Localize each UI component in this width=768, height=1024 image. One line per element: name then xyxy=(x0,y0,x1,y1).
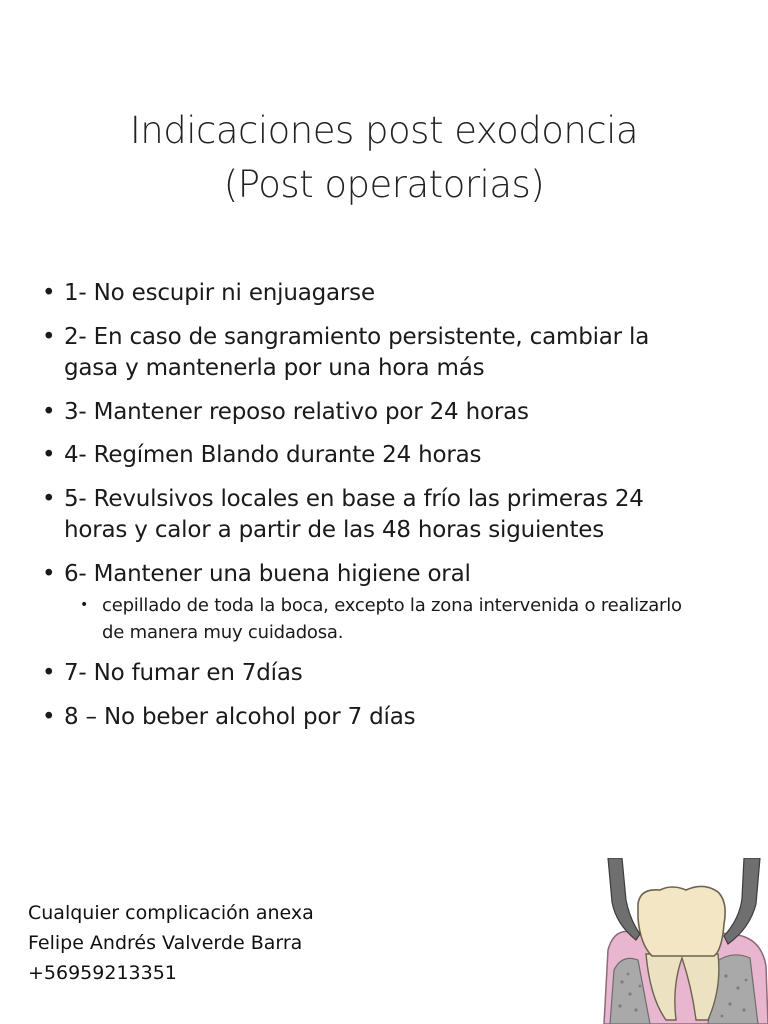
slide-title xyxy=(0,104,768,212)
bullet-icon: • xyxy=(42,442,56,468)
instructions-list xyxy=(42,278,702,745)
tooth-extraction-forceps-icon xyxy=(600,858,768,1024)
list-item xyxy=(42,278,702,310)
list-item xyxy=(42,397,702,429)
list-item xyxy=(42,658,702,690)
bullet-icon: • xyxy=(42,560,56,587)
footer-note: Cualquier complicación anexa xyxy=(28,902,314,924)
bullet-icon: • xyxy=(42,660,56,686)
footer-name: Felipe Andrés Valverde Barra xyxy=(28,932,303,954)
title-line-1: Indicaciones post exodoncia xyxy=(129,109,639,152)
list-item xyxy=(42,559,702,647)
list-item-text: 5- Revulsivos locales en base a frío las primeras 24 horas y calor a partir de las 48 horas siguientes xyxy=(64,485,644,543)
footer-phone: +56959213351 xyxy=(28,962,177,984)
bullet-icon: • xyxy=(42,398,56,425)
list-item-text: 2- En caso de sangramiento persistente, cambiar la gasa y mantenerla por una hora más xyxy=(64,323,650,381)
bullet-icon: • xyxy=(42,280,56,306)
sub-list-item xyxy=(80,592,702,646)
list-item xyxy=(42,322,702,385)
list-item-text: 8 – No beber alcohol por 7 días xyxy=(64,703,416,730)
list-item-text: 1- No escupir ni enjuagarse xyxy=(64,280,375,306)
contact-footer xyxy=(28,898,314,988)
bullet-icon: • xyxy=(42,485,56,512)
list-item xyxy=(42,484,702,547)
list-item-text: 3- Mantener reposo relativo por 24 horas xyxy=(64,398,529,425)
sub-list-item-text: cepillado de toda la boca, excepto la zona intervenida o realizarlo de manera muy cuidadosa. xyxy=(102,595,682,643)
title-line-2: (Post operatorias) xyxy=(223,163,545,206)
sub-list xyxy=(80,592,702,646)
list-item-text: 4- Regímen Blando durante 24 horas xyxy=(64,442,482,468)
list-item-text: 7- No fumar en 7días xyxy=(64,660,303,686)
bullet-icon: • xyxy=(80,597,89,613)
list-item xyxy=(42,702,702,734)
bullet-icon: • xyxy=(42,703,56,730)
list-item xyxy=(42,440,702,472)
bullet-icon: • xyxy=(42,323,56,350)
list-item-text: 6- Mantener una buena higiene oral xyxy=(64,560,471,587)
